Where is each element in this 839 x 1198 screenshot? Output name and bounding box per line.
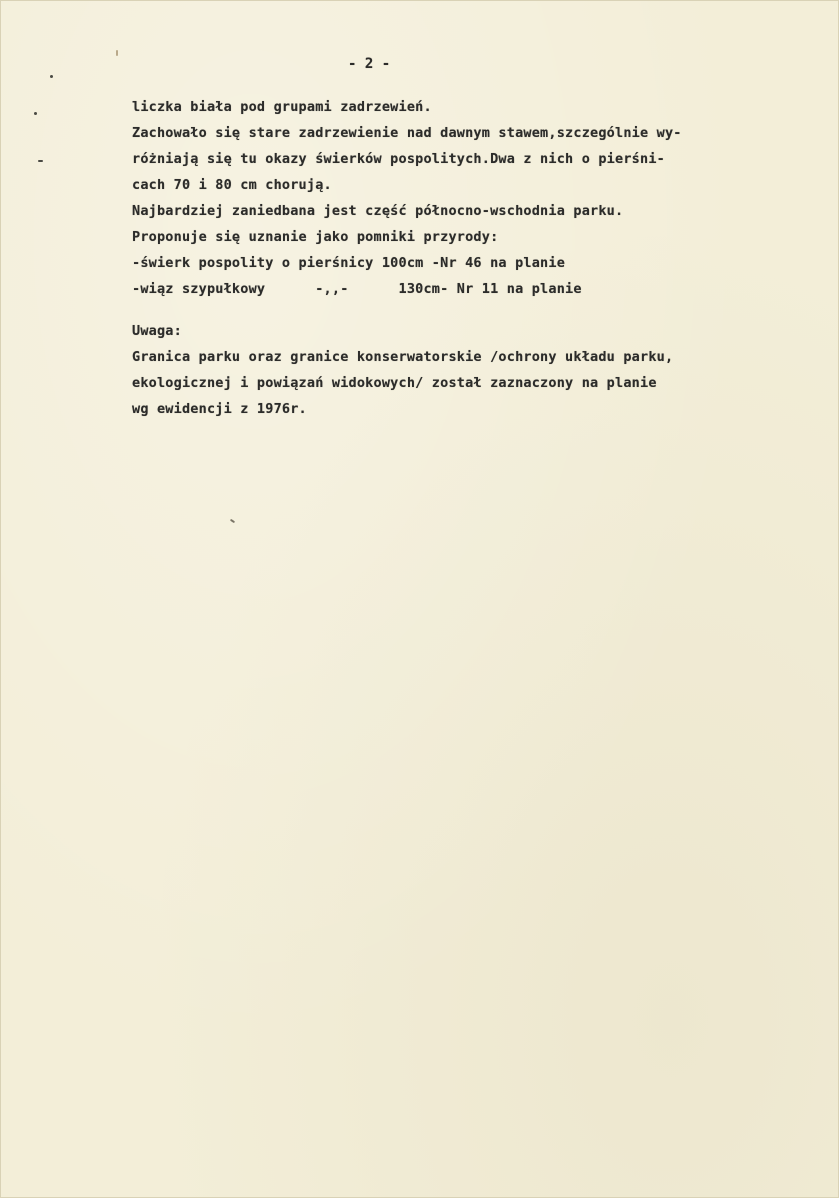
- note-heading: Uwaga:: [132, 323, 182, 339]
- margin-speck: [116, 50, 118, 56]
- margin-speck: [34, 112, 37, 115]
- body-line-6: Proponuje się uznanie jako pomniki przyrody:: [132, 229, 499, 245]
- margin-speck: [230, 519, 235, 524]
- note-line-1: Granica parku oraz granice konserwatorskie /ochrony układu parku,: [132, 349, 674, 365]
- body-line-7: -świerk pospolity o pierśnicy 100cm -Nr 46 na planie: [132, 255, 566, 271]
- body-line-1: liczka biała pod grupami zadrzewień.: [132, 99, 432, 115]
- body-line-8: -wiąz szypułkowy -,,- 130cm- Nr 11 na planie: [132, 281, 582, 297]
- body-line-2: Zachowało się stare zadrzewienie nad dawnym stawem,szczególnie wy-: [132, 125, 682, 141]
- body-line-5: Najbardziej zaniedbana jest część północno-wschodnia parku.: [132, 203, 624, 219]
- body-line-4: cach 70 i 80 cm chorują.: [132, 177, 332, 193]
- margin-speck: [50, 75, 53, 78]
- page-number: - 2 -: [348, 56, 391, 72]
- margin-speck: [38, 160, 43, 162]
- body-line-3: różniają się tu okazy świerków pospolitych.Dwa z nich o pierśni-: [132, 151, 665, 167]
- note-line-3: wg ewidencji z 1976r.: [132, 401, 307, 417]
- note-line-2: ekologicznej i powiązań widokowych/ został zaznaczony na planie: [132, 375, 657, 391]
